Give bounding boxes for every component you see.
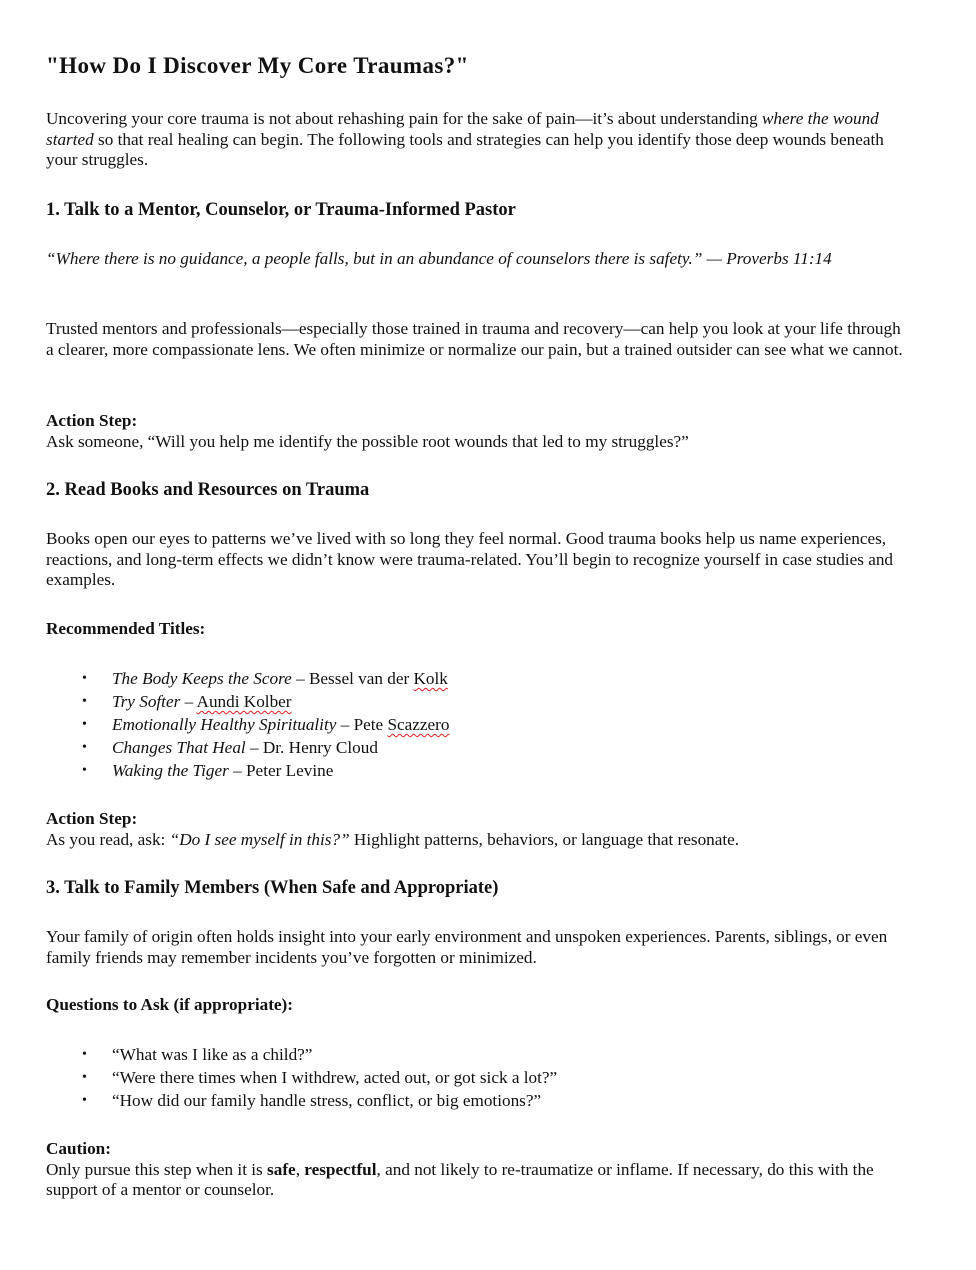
caution-text: Only pursue this step when it is [46,1159,268,1179]
bullet-icon: • [82,740,87,755]
list-item [46,713,906,736]
section3-heading: 3. Talk to Family Members (When Safe and Appropriate) [46,878,499,898]
list-item [46,759,906,782]
book-separator: – [228,761,246,780]
action-step-label: Action Step: [46,411,138,430]
question-list [46,1043,906,1112]
section1-action-step [46,411,906,452]
caution-emphasis-safe: safe [267,1159,296,1179]
book-author: Peter Levine [246,761,334,780]
book-title: The Body Keeps the Score [112,669,292,688]
bullet-icon: • [82,1047,87,1062]
section2-body: Books open our eyes to patterns we’ve lived with so long they feel normal. Good trauma books help us name experiences, reactions, and long-term effects we didn’t know were trauma-related. You’ll begin to recognize yourself in case studies and examples. [46,529,894,590]
bullet-icon: • [82,671,87,686]
list-item [46,736,906,759]
caution-separator: , [295,1159,305,1179]
section1-heading: 1. Talk to a Mentor, Counselor, or Trauma-Informed Pastor [46,200,516,220]
bullet-icon: • [82,717,87,732]
intro-emphasis: where the wound started [46,109,879,149]
book-separator: – [291,669,309,688]
caution-label: Caution: [46,1139,111,1158]
book-separator: – [245,738,263,757]
action-step-text: Ask someone, “Will you help me identify the possible root wounds that led to my struggles?” [46,431,689,451]
question-text: “How did our family handle stress, conflict, or big emotions?” [112,1091,542,1110]
questions-label: Questions to Ask (if appropriate): [46,995,294,1014]
question-text: “What was I like as a child?” [112,1045,313,1064]
bullet-icon: • [82,694,87,709]
book-author: Dr. Henry Cloud [262,738,378,757]
section3-body: Your family of origin often holds insight into your early environment and unspoken experiences. Parents, siblings, or even family friends may remember incidents you’ve forgotten or minimized. [46,927,888,967]
list-item [46,1066,906,1089]
list-item [46,1089,906,1112]
section2-action-step [46,809,906,850]
book-title: Emotionally Healthy Spirituality [112,715,337,734]
recommended-titles-label: Recommended Titles: [46,619,206,638]
action-step-question: “Do I see myself in this?” [169,829,350,849]
caution-text-end: , and not likely to re-traumatize or inflame. If necessary, do this with the support of a mentor or counselor. [46,1159,874,1200]
caution-paragraph [46,1139,906,1201]
action-step-text-end: Highlight patterns, behaviors, or language that resonate. [349,829,740,849]
question-text: “Were there times when I withdrew, acted out, or got sick a lot?” [112,1068,558,1087]
book-separator: – [336,715,354,734]
book-author-misspelling-flag: Kolk [413,669,448,688]
section1-body: Trusted mentors and professionals—especially those trained in trauma and recovery—can help you look at your life through a clearer, more compassionate lens. We often minimize or normalize our pain, but a trained outsider can see what we cannot. [46,319,903,359]
book-list [46,667,906,782]
action-step-label: Action Step: [46,809,138,828]
page-title: "How Do I Discover My Core Traumas?" [46,53,469,78]
intro-text-start: Uncovering your core trauma is not about rehashing pain for the sake of pain—it’s about understanding [46,109,762,128]
book-author-misspelling-flag: Aundi Kolber [196,692,292,711]
book-title: Waking the Tiger [112,761,229,780]
book-author: Pete [353,715,388,734]
bullet-icon: • [82,1093,87,1108]
caution-emphasis-respectful: respectful [304,1159,377,1179]
book-title: Try Softer [112,692,181,711]
list-item [46,690,906,713]
section2-heading: 2. Read Books and Resources on Trauma [46,480,370,500]
book-separator: – [180,692,197,711]
action-step-text: As you read, ask: [46,829,170,849]
intro-text-end: so that real healing can begin. The following tools and strategies can help you identify those deep wounds beneath your struggles. [46,129,884,170]
list-item [46,1043,906,1066]
bullet-icon: • [82,763,87,778]
intro-paragraph [46,109,906,171]
book-author-misspelling-flag: Scazzero [387,715,450,734]
bullet-icon: • [82,1070,87,1085]
book-author: Bessel van der [308,669,414,688]
section1-quote: “Where there is no guidance, a people falls, but in an abundance of counselors there is safety.” — Proverbs 11:14 [46,249,832,268]
list-item [46,667,906,690]
book-title: Changes That Heal [112,738,246,757]
